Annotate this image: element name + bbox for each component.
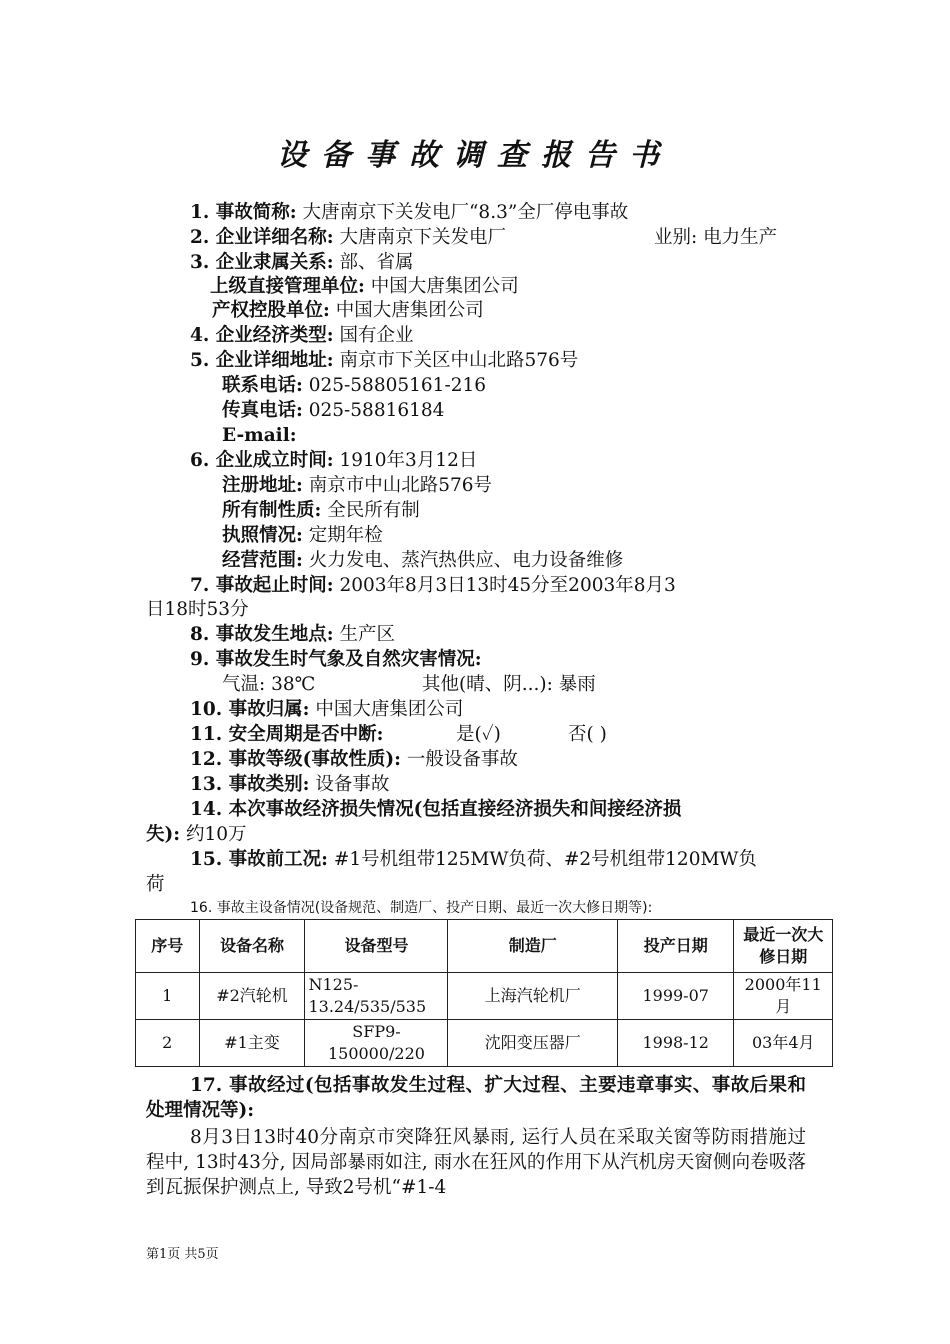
field-direct-management: 上级直接管理单位: 中国大唐集团公司 (210, 276, 519, 297)
table-cell: #2汽轮机 (199, 973, 305, 1020)
field-accident-time-cont: 日18时53分 (146, 599, 249, 620)
table-row (136, 973, 833, 1020)
field-attribution: 10. 事故归属: 中国大唐集团公司 (190, 699, 464, 720)
table-caption: 16. 事故主设备情况(设备规范、制造厂、投产日期、最近一次大修日期等): (190, 900, 653, 916)
field-email: E-mail: (222, 425, 297, 446)
table-cell: #1主变 (199, 1020, 305, 1067)
equipment-table (135, 919, 833, 1067)
table-cell: 2000年11月 (734, 973, 833, 1020)
field-weather: 气温: 38℃ 其他(晴、阴...): 暴雨 (222, 674, 596, 695)
table-cell: N125-13.24/535/535 (305, 973, 448, 1020)
field-ownership: 所有制性质: 全民所有制 (222, 500, 420, 521)
field-registered-address: 注册地址: 南京市中山北路576号 (222, 475, 493, 496)
header-cell: 序号 (136, 920, 200, 973)
field-accident-time: 7. 事故起止时间: 2003年8月3日13时45分至2003年8月3 (190, 575, 676, 596)
header-cell: 设备型号 (305, 920, 448, 973)
field-safety-cycle: 11. 安全周期是否中断: 是(✓) 否( ) (190, 724, 607, 745)
field-fax: 传真电话: 025-58816184 (222, 400, 445, 421)
table-row (136, 1020, 833, 1067)
field-pre-condition-cont: 荷 (146, 874, 165, 895)
field-company-name: 2. 企业详细名称: 大唐南京下关发电厂 业别: 电力生产 (190, 227, 778, 248)
page-footer: 第1页 共5页 (146, 1247, 219, 1262)
field-pre-condition: 15. 事故前工况: #1号机组带125MW负荷、#2号机组带120MW负 (190, 849, 757, 870)
header-cell: 设备名称 (199, 920, 305, 973)
table-cell: 2 (136, 1020, 200, 1067)
field-economic-loss-cont: 失): 约10万 (146, 824, 247, 845)
field-equity-holder: 产权控股单位: 中国大唐集团公司 (212, 300, 484, 321)
table-cell: 上海汽轮机厂 (448, 973, 617, 1020)
table-cell: 1 (136, 973, 200, 1020)
table-cell: 1999-07 (617, 973, 734, 1020)
header-cell: 投产日期 (617, 920, 734, 973)
section-17-body: 8月3日13时40分南京市突降狂风暴雨, 运行人员在采取关窗等防雨措施过程中, 13时43分, 因局部暴雨如注, 雨水在狂风的作用下从汽机房天窗侧向卷吸落到瓦振保护测点上, 导致2号机“#1-4 (146, 1127, 806, 1198)
field-phone: 联系电话: 025-58805161-216 (222, 375, 487, 396)
field-business-scope: 经营范围: 火力发电、蒸汽热供应、电力设备维修 (222, 550, 624, 571)
field-license: 执照情况: 定期年检 (222, 525, 383, 546)
table-cell: 1998-12 (617, 1020, 734, 1067)
table-cell: 沈阳变压器厂 (448, 1020, 617, 1067)
field-economic-type: 4. 企业经济类型: 国有企业 (190, 325, 414, 346)
header-cell: 最近一次大修日期 (734, 920, 833, 973)
field-address: 5. 企业详细地址: 南京市下关区中山北路576号 (190, 350, 579, 371)
table-header-row (136, 920, 833, 973)
field-founded: 6. 企业成立时间: 1910年3月12日 (190, 450, 478, 471)
header-cell: 制造厂 (448, 920, 617, 973)
field-accident-level: 12. 事故等级(事故性质): 一般设备事故 (190, 749, 518, 770)
field-accident-name: 1. 事故简称: 大唐南京下关发电厂“8.3”全厂停电事故 (190, 202, 629, 223)
field-affiliation: 3. 企业隶属关系: 部、省属 (190, 252, 414, 273)
section-17-heading: 17. 事故经过(包括事故发生过程、扩大过程、主要违章事实、事故后果和处理情况等): (146, 1075, 806, 1121)
field-accident-location: 8. 事故发生地点: 生产区 (190, 624, 395, 645)
table-cell: 03年4月 (734, 1020, 833, 1067)
field-accident-category: 13. 事故类别: 设备事故 (190, 774, 390, 795)
page-title: 设备事故调查报告书 (277, 138, 673, 173)
table-cell: SFP9-150000/220 (305, 1020, 448, 1067)
field-economic-loss: 14. 本次事故经济损失情况(包括直接经济损失和间接经济损 (190, 799, 682, 820)
field-weather-label: 9. 事故发生时气象及自然灾害情况: (190, 649, 482, 670)
